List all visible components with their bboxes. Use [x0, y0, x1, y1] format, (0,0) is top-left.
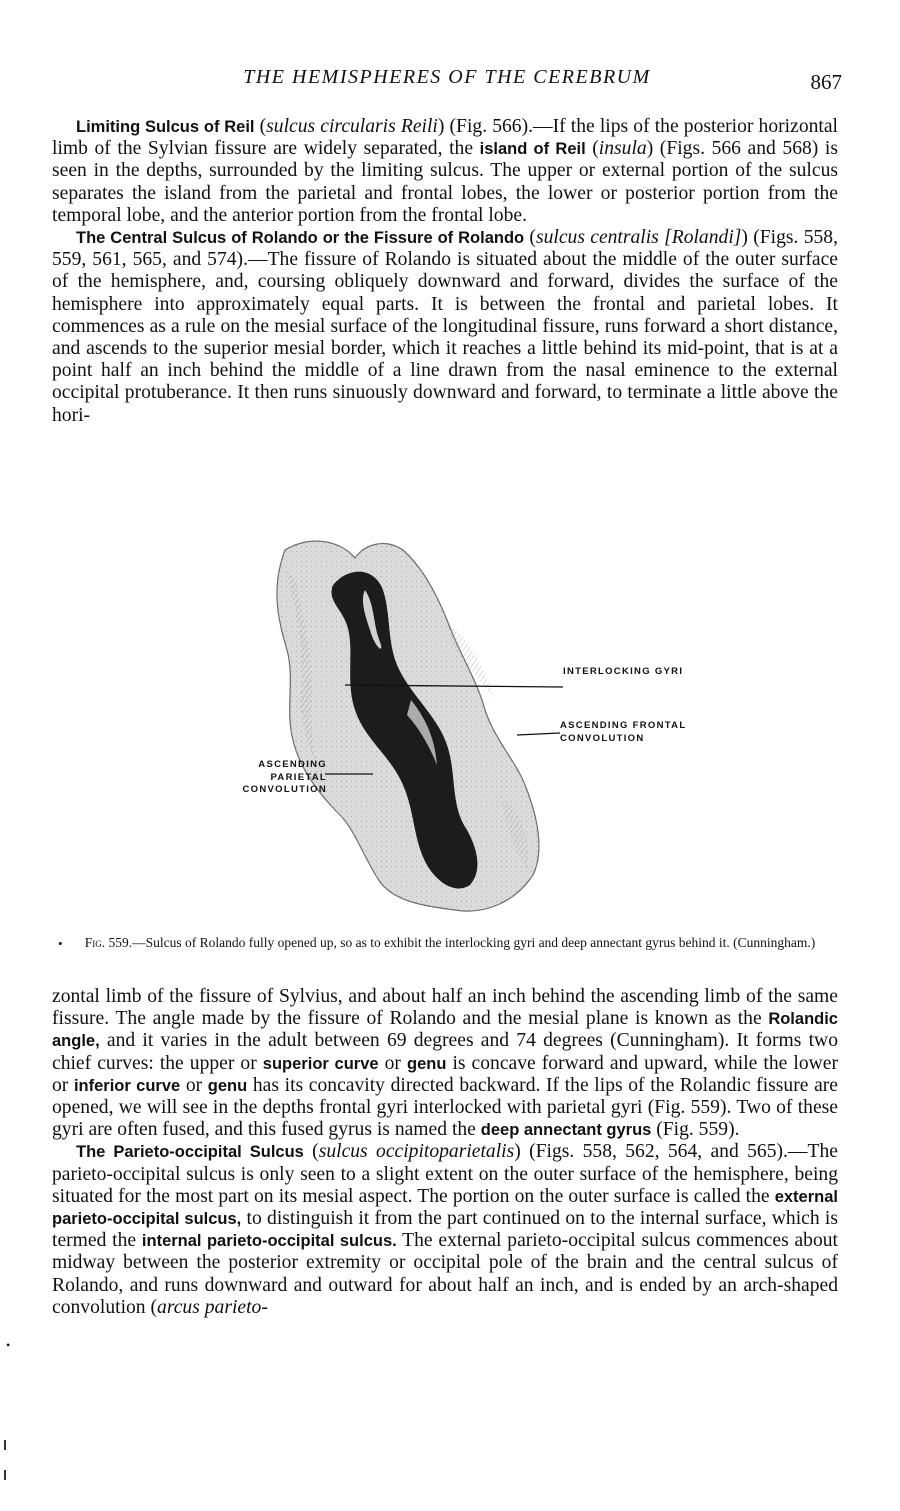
label-interlocking-gyri: INTERLOCKING GYRI: [563, 666, 684, 677]
running-head: [52, 66, 842, 96]
figure-number: Fig. 559.: [84, 935, 133, 950]
leader-line-frontal: [517, 733, 560, 735]
paragraph-text: has its concavity directed backward. If the lips of the Rolandic fissure are opened, we will see in the depths frontal gyri interlocked with parietal gyri (Fig. 559). Two of these gyri are often fused, and this fused gyrus is named the: [52, 1074, 838, 1141]
paragraph-continuation: [52, 986, 838, 1141]
bold-term: superior curve: [262, 1054, 379, 1073]
latin-term: sulcus centralis [Rolandi]: [535, 227, 742, 249]
paragraph-heading: Limiting Sulcus of Reil: [76, 118, 255, 136]
bold-term: genu: [207, 1076, 248, 1095]
caption-bullet: •: [58, 936, 63, 951]
bold-term: island of Reil: [479, 140, 586, 159]
latin-term: insula: [598, 138, 647, 160]
latin-term: sulcus occipitoparietalis: [318, 1141, 515, 1163]
caption-text: —Sulcus of Rolando fully opened up, so as to exhibit the interlocking gyri and deep annectant gyrus behind it. (Cunningham.): [132, 935, 816, 950]
figure-caption: [55, 936, 845, 950]
paragraph-heading: The Parieto-occipital Sulcus: [76, 1143, 304, 1162]
bold-term: inferior curve: [73, 1076, 181, 1095]
paragraph-text: zontal limb of the fissure of Sylvius, and about half an inch behind the ascending limb of the same fissure. The angle made by the fissure of Rolando and the mesial plane is known as the: [52, 986, 838, 1030]
paragraph-text: or: [378, 1052, 407, 1074]
text-block-lower: [52, 986, 838, 1319]
bold-term: genu: [406, 1054, 447, 1073]
paragraph-text: and it varies in the adult between 69 degrees and 74 degrees (Cunningham). It forms two chief curves: the upper or: [52, 1030, 838, 1074]
latin-term: sulcus circularis Reili: [266, 116, 438, 137]
paragraph-text: The external parieto-occipital sulcus commences about midway between the posterior extremity or occipital pole of the brain and the central sulcus of Rolando, and runs downward and outward for about half an inch, and is ended by an arch-shaped convolution (: [52, 1230, 839, 1318]
paragraph-central-sulcus: The Central Sulcus of Rolando or the Fissure of Rolando (sulcus centralis [Rolandi]) (Figs. 558, 559, 561, 565, and 574).—The fissure of Rolando is situated about the middle of the outer surface of the hemisphere, and, coursing obliquely downward and forward, divides the surface of the hemisphere into approximately equal parts. It is between the frontal and parietal lobes. It commences as a rule on the mesial surface of the longitudinal fissure, runs forward a short distance, and ascends to the superior mesial border, which it reaches a little behind its mid-point, that is at a point half an inch behind the middle of a line drawn from the nasal eminence to the external occipital protuberance. It then runs sinuously downward and forward, to terminate a little above the hori-: [52, 227, 838, 426]
margin-mark: [4, 1440, 6, 1450]
bold-term: deep annectant gyrus: [480, 1121, 652, 1140]
paragraph-text: (Fig. 559).: [651, 1119, 740, 1141]
bold-term: external parieto-occipital sulcus,: [52, 1187, 838, 1229]
paragraph-text: (: [585, 138, 599, 160]
figure-559: [215, 530, 695, 930]
latin-term: arcus parieto-: [157, 1296, 268, 1318]
text-block-upper: [52, 116, 838, 427]
paragraph-heading: The Central Sulcus of Rolando or the Fissure of Rolando: [76, 229, 525, 248]
paragraph-text: (Figs. 558, 562, 564, and 565).—The parieto-occipital sulcus is only seen to a slight extent on the outer surface of the hemisphere, being situated for the most part on its mesial aspect. The portion on the outer surface is called the: [52, 1141, 838, 1207]
paragraph-text: is concave forward and upward, while the lower or: [52, 1052, 838, 1096]
bold-term: Rolandic angle,: [52, 1010, 838, 1051]
label-ascending-parietal-convolution: ASCENDING PARIETAL CONVOLUTION: [242, 759, 327, 795]
paragraph-text: to distinguish it from the part continued on to the internal surface, which is termed the: [52, 1208, 838, 1252]
margin-mark: [4, 1470, 6, 1480]
label-ascending-frontal-convolution: ASCENDING FRONTAL CONVOLUTION: [560, 720, 687, 744]
paragraph-parieto-occipital: The Parieto-occipital Sulcus (sulcus occipitoparietalis) (Figs. 558, 562, 564, and 565).—The parieto-occipital sulcus is only seen to a slight extent on the outer surface of the hemisphere, being situated for the most part on its mesial aspect. The portion on the outer surface is called the external parieto-occipital sulcus, to distinguish it from the part continued on to the internal surface, which is termed the internal parieto-occipital sulcus. The external parieto-occipital sulcus commences about midway between the posterior extremity or occipital pole of the brain and the central sulcus of Rolando, and runs downward and outward for about half an inch, and is ended by an arch-shaped convolution (arcus parieto-: [52, 1141, 839, 1318]
margin-mark: •: [6, 1338, 11, 1352]
paragraph-limiting-sulcus: Limiting Sulcus of Reil (sulcus circularis Reili) (Fig. 566).—If the lips of the posterior horizontal limb of the Sylvian fissure are widely separated, the island of Reil (insula) (Figs. 566 and 568) is seen in the depths, surrounded by the limiting sulcus. The upper or external portion of the sulcus separates the island from the parietal and frontal lobes, the lower or posterior portion from the temporal lobe, and the anterior portion from the frontal lobe.: [52, 116, 838, 226]
paragraph-text: ) (Figs. 566 and 568) is seen in the depths, surrounded by the limiting sulcus. The upper or external portion of the sulcus separates the island from the parietal and frontal lobes, the lower or posterior portion from the temporal lobe, and the anterior portion from the frontal lobe.: [52, 138, 838, 226]
running-title: THE HEMISPHERES OF THE CEREBRUM: [243, 66, 651, 88]
paragraph-text: (Figs. 558, 559, 561, 565, and 574).—The fissure of Rolando is situated about the middle of the outer surface of the hemisphere, and, coursing obliquely downward and forward, divides the surface of the hemisphere into approximately equal parts. It is between the frontal and parietal lobes. It commences as a rule on the mesial surface of the longitudinal fissure, runs forward a short distance, and ascends to the superior mesial border, which it reaches a little behind its mid-point, that is at a point half an inch behind the middle of a line drawn from the nasal eminence to the external occipital protuberance. It then runs sinuously downward and forward, to terminate a little above the hori-: [52, 227, 838, 426]
page-number: 867: [810, 70, 842, 94]
paragraph-text: or: [180, 1074, 208, 1096]
paragraph-text: (Fig. 566).—If the lips of the posterior horizontal limb of the Sylvian fissure are widely separated, the: [52, 116, 838, 160]
bold-term: internal parieto-occipital sulcus.: [141, 1232, 397, 1251]
